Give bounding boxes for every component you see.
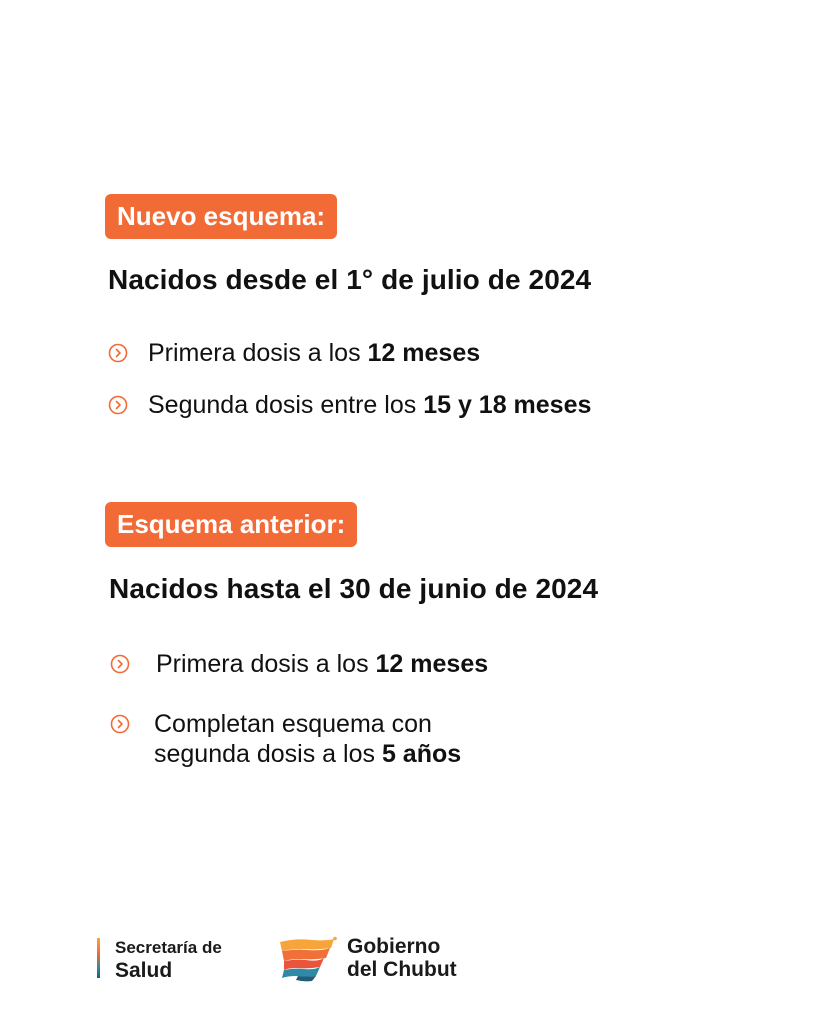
item-text-line1: Completan esquema con (154, 710, 432, 738)
secretaria-line1: Secretaría de (115, 938, 222, 957)
chevron-right-circle-icon (110, 654, 130, 674)
nuevo-esquema-badge: Nuevo esquema: (105, 194, 337, 239)
esquema-anterior-heading: Nacidos hasta el 30 de junio de 2024 (109, 573, 599, 604)
secretaria-salud-logo (115, 936, 222, 982)
gobierno-line1: Gobierno (347, 935, 441, 958)
item-bold: 5 años (381, 740, 462, 768)
item-bold: 12 meses (367, 339, 481, 367)
list-item (108, 390, 591, 420)
esquema-anterior-badge: Esquema anterior: (105, 502, 357, 547)
chevron-right-circle-icon (108, 343, 128, 363)
secretaria-logo-bar (97, 938, 100, 978)
item-text: segunda dosis a los (154, 740, 382, 768)
chevron-right-circle-icon (110, 714, 130, 734)
list-item (110, 649, 488, 679)
nuevo-esquema-heading: Nacidos desde el 1° de julio de 2024 (108, 264, 592, 295)
gobierno-line2: del Chubut (347, 958, 457, 981)
gobierno-chubut-logo-icon (278, 936, 338, 982)
item-text: Segunda dosis entre los (148, 391, 424, 419)
item-text: Primera dosis a los (156, 650, 376, 678)
item-text: Primera dosis a los (148, 339, 368, 367)
list-item (108, 338, 480, 368)
gobierno-chubut-wordmark (347, 935, 457, 981)
item-bold: 12 meses (375, 650, 489, 678)
item-bold: 15 y 18 meses (423, 391, 592, 419)
chevron-right-circle-icon (108, 395, 128, 415)
list-item (110, 709, 461, 769)
secretaria-line2: Salud (115, 959, 173, 982)
footer (0, 934, 819, 994)
